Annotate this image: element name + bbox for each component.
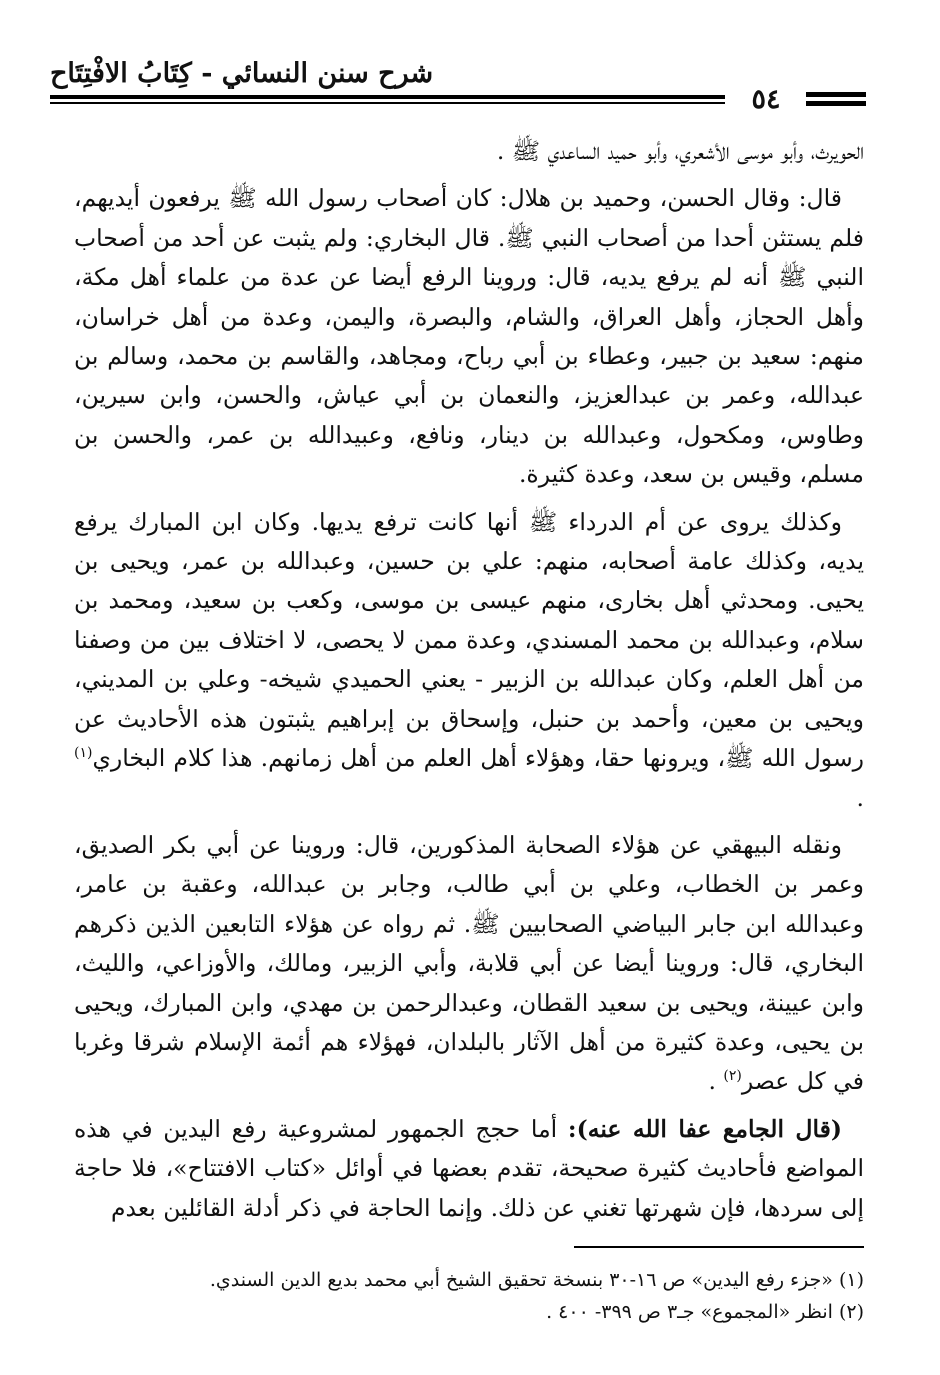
running-title: شرح سنن النسائي - كِتَابُ الافْتِتَاح <box>50 58 434 89</box>
paragraph-3-text: وكذلك يروى عن أم الدرداء ﷺ أنها كانت ترفع يديها. وكان ابن المبارك يرفع يديه، وكذلك عامة أصحابه، منهم: علي بن حسين، وعبدالله بن عمر، ويحيى بن يحيى. ومحدثي أهل بخارى، منهم عيسى بن موسى، وكعب بن سعيد، ومحمد بن سلام، وعبدالله بن محمد المسندي، وعدة ممن لا يحصى، لا اختلاف بين من وصفنا من أهل العلم، وكان عبدالله بن الزبير - يعني الحميدي شيخه- وعلي بن المديني، ويحيى بن معين، وأحمد بن حنبل، وإسحاق بن إبراهيم يثبتون هذه الأحاديث عن رسول الله ﷺ، ويرونها حقا، وهؤلاء أهل العلم من أهل زمانهم. هذا كلام البخاري <box>74 507 864 773</box>
header-rule-thin <box>50 102 725 104</box>
paragraph-5 <box>74 1110 864 1228</box>
footnote-ref-2: (٢) <box>723 1068 742 1085</box>
page-number-bar-bottom <box>806 101 866 106</box>
footnote-1: (١) «جزء رفع اليدين» ص ١٦-٣٠ بنسخة تحقيق الشيخ أبي محمد بديع الدين السندي. <box>209 1269 864 1291</box>
footnote-2: (٢) انظر «المجموع» جـ٣ ص ٣٩٩- ٤٠٠ . <box>546 1301 864 1323</box>
page-header <box>0 0 940 130</box>
paragraph-3 <box>74 503 864 818</box>
page-number: ٥٤ <box>751 84 781 115</box>
footnotes <box>74 1264 864 1328</box>
paragraph-3-end: . <box>856 783 864 812</box>
paragraph-5-text: أما حجج الجمهور لمشروعية رفع اليدين في هذه المواضع فأحاديث كثيرة صحيحة، تقدم بعضها في أوائل «كتاب الافتتاح»، فلا حاجة إلى سردها، فإن شهرتها تغني عن ذلك. وإنما الحاجة في ذكر أدلة القائلين بعدم <box>74 1114 864 1222</box>
paragraph-4-text: ونقله البيهقي عن هؤلاء الصحابة المذكورين، قال: وروينا عن أبي بكر الصديق، وعمر بن الخطاب، وعلي بن أبي طالب، وجابر بن عبدالله، وعقبة بن عامر، وعبدالله ابن جابر البياضي الصحابيين ﷺ. ثم رواه عن هؤلاء التابعين الذين ذكرهم البخاري، قال: وروينا أيضا عن أبي قلابة، وأبي الزبير، ومالك، والأوزاعي، والليث، وابن عيينة، ويحيى بن سعيد القطان، وعبدالرحمن بن مهدي، وابن المبارك، ويحيى بن يحيى، وعدة كثيرة من أهل الآثار بالبلدان، فهؤلاء هم أئمة الإسلام شرقا وغربا في كل عصر <box>74 830 864 1096</box>
footnote-separator <box>574 1246 864 1248</box>
main-text <box>74 132 864 1236</box>
paragraph-4 <box>74 826 864 1102</box>
page-number-bar-top <box>806 92 866 97</box>
paragraph-1: الحويرث، وأبو موسى الأشعري، وأبو حميد الساعدي ﷺ . <box>496 137 864 165</box>
footnote-ref-1: (١) <box>74 745 93 762</box>
paragraph-4-end: . <box>708 1067 724 1096</box>
header-rule-thick <box>50 95 725 99</box>
paragraph-5-heading: (قال الجامع عفا الله عنه): <box>567 1114 842 1143</box>
paragraph-2: قال: وقال الحسن، وحميد بن هلال: كان أصحاب رسول الله ﷺ يرفعون أيديهم، فلم يستثن أحدا من أصحاب النبي ﷺ. قال البخاري: ولم يثبت عن أحد من أصحاب النبي ﷺ أنه لم يرفع يديه، قال: وروينا الرفع أيضا عن عدة من علماء أهل مكة، وأهل الحجاز، وأهل العراق، والشام، والبصرة، واليمن، وعدة من أهل خراسان، منهم: سعيد بن جبير، وعطاء بن أبي رباح، ومجاهد، والقاسم بن محمد، وسالم بن عبدالله، وعمر بن عبدالعزيز، والنعمان بن أبي عياش، والحسن، وابن سيرين، وطاوس، ومكحول، وعبدالله بن دينار، ونافع، وعبيدالله بن عمر، والحسن بن مسلم، وقيس بن سعد، وعدة كثيرة. <box>74 184 864 489</box>
